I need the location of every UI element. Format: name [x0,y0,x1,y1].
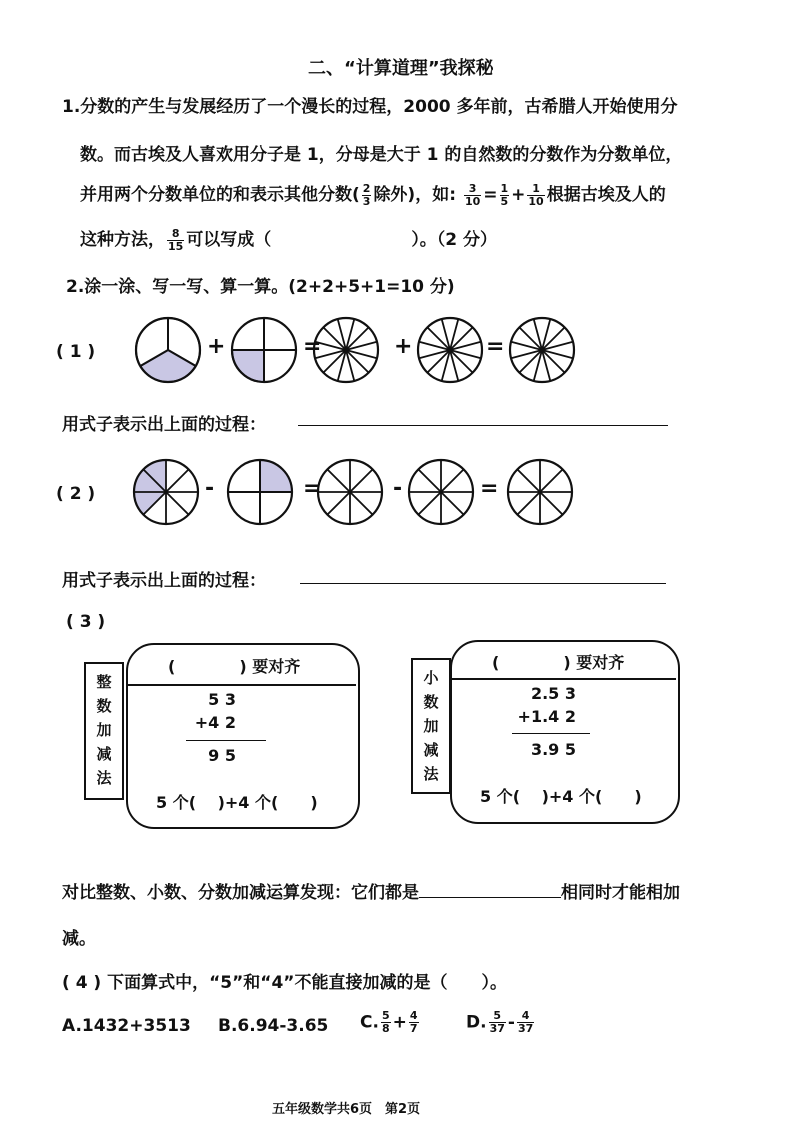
p4-question: ( 4 ) 下面算式中，“5”和“4”不能直接加减的是（ ）。 [62,973,507,993]
fraction-1-5: $\frac{1}{5}$ [500,181,509,208]
decimal-result: 3.9 5 [530,740,576,759]
q1-line4 [80,225,497,253]
option-d[interactable]: D. $\frac{5}{37}$ - $\frac{4}{37}$ [466,1009,534,1035]
row1-expr-prompt: 用式子表示出上面的过程： [62,415,266,435]
q1-line1: 1.分数的产生与发展经历了一个漫长的过程，2000 多年前，古希腊人开始使用分 [62,97,678,117]
fraction-4-7: $\frac{4}{7}$ [409,1009,418,1035]
q1-line2: 数。而古埃及人喜欢用分子是 1，分母是大于 1 的自然数的分数作为分数单位， [80,145,683,165]
p2-label: ( 2 ) [56,484,96,504]
row2-eq-1: = [303,476,322,501]
row1-eq-1: = [303,334,322,359]
compare-blank[interactable] [419,897,561,898]
decimal-mid: +1.4 2 [517,707,576,726]
fraction-5-37: $\frac{5}{37}$ [489,1009,505,1035]
circle-eighths-b[interactable] [318,460,382,524]
row1-plus-1: + [207,334,226,359]
decimal-top: 2.5 3 [530,684,576,703]
section-title: 二、“计算道理”我探秘 [308,58,494,79]
row2-expr-blank[interactable] [300,583,666,584]
q1-line3 [80,180,666,208]
q1-line4-c: ）。（2 分） [411,230,498,250]
option-a[interactable]: A.1432+3513 [62,1016,191,1036]
plus-sign: + [511,185,526,205]
q1-line3-a: 并用两个分数单位的和表示其他分数( [80,185,360,205]
row2-expr-prompt: 用式子表示出上面的过程： [62,571,266,591]
circle-twelfths-a[interactable] [314,318,378,382]
integer-side-label: 整 数 加 减 法 [84,662,124,800]
decimal-side-label: 小 数 加 减 法 [411,658,451,794]
circle-quarters[interactable] [232,318,296,382]
fraction-2-3: $\frac{2}{3}$ [362,181,371,208]
row2-eq-2: = [480,476,499,501]
fraction-8-15: $\frac{8}{15}$ [168,226,184,253]
q1-line3-b: 除外)，如: [373,185,457,205]
integer-footer: 5 个( )+4 个( ) [156,793,318,812]
circle-eighths-d[interactable] [508,460,572,524]
p1-label: ( 1 ) [56,342,96,362]
row2-minus-2: - [393,476,403,501]
row2-minus-1: - [205,476,215,501]
q2-title: 2.涂一涂、写一写、算一算。(2+2+5+1=10 分) [66,277,455,297]
integer-result: 9 5 [208,746,236,765]
compare-line-2: 减。 [62,929,96,949]
option-b[interactable]: B.6.94-3.65 [218,1016,329,1036]
fraction-1-10: $\frac{1}{10}$ [528,181,544,208]
circle-thirds[interactable] [136,318,200,382]
row1-expr-blank[interactable] [298,425,668,426]
p3-label: ( 3 ) [66,612,106,632]
circle-eighths-c[interactable] [409,460,473,524]
integer-mid: +4 2 [194,713,236,732]
option-c[interactable]: C. $\frac{5}{8}$ + $\frac{4}{7}$ [360,1009,418,1035]
equals-sign: = [483,185,498,205]
fraction-4-37: $\frac{4}{37}$ [517,1009,534,1035]
compare-line: 对比整数、小数、分数加减运算发现：它们都是 相同时才能相加 [62,883,680,903]
row1-eq-2: = [486,334,505,359]
circle-quarters-2[interactable] [228,460,292,524]
page-footer: 五年级数学共6页 第2页 [272,1102,421,1117]
circle-twelfths-b[interactable] [418,318,482,382]
row1-plus-2: + [394,334,413,359]
q1-line4-b: 可以写成（ [186,230,272,250]
q1-line4-a: 这种方法， [80,230,165,250]
fraction-3-10: $\frac{3}{10}$ [464,181,481,208]
circle-eighths-a[interactable] [134,460,198,524]
decimal-footer: 5 个( )+4 个( ) [480,787,642,806]
integer-header: ( ) 要对齐 [168,657,301,676]
circle-twelfths-c[interactable] [510,318,574,382]
q1-line3-c: 根据古埃及人的 [546,185,666,205]
decimal-header: ( ) 要对齐 [492,653,625,672]
integer-top: 5 3 [208,690,236,709]
fraction-5-8: $\frac{5}{8}$ [381,1009,390,1035]
